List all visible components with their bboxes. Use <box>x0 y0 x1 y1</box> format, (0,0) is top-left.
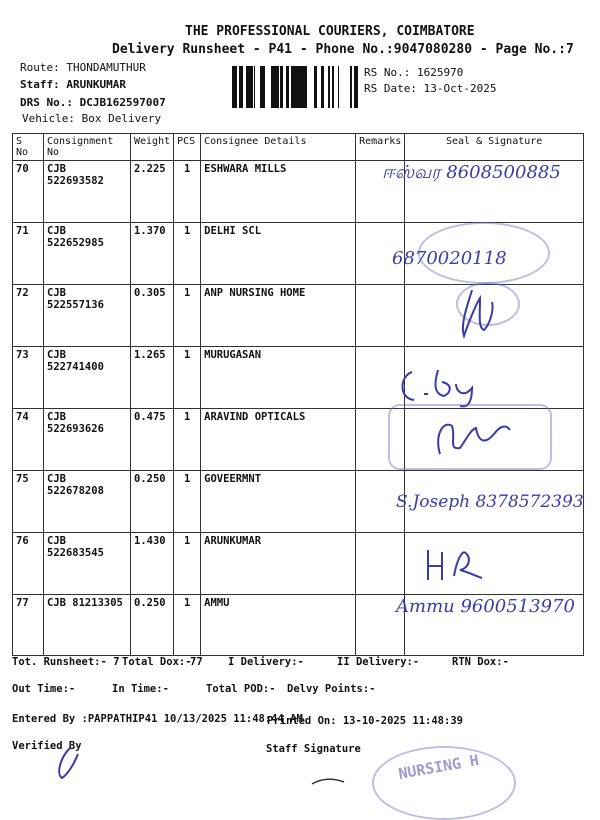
barcode-bar <box>350 66 352 108</box>
barcode-bar <box>260 66 262 108</box>
staff-signature-label: Staff Signature <box>266 743 361 755</box>
barcode-bar <box>251 66 253 108</box>
cell-weight: 1.430 <box>131 533 174 595</box>
cell-consignee: ANP NURSING HOME <box>201 285 356 347</box>
barcode-bar <box>248 66 251 108</box>
rs-no-value: 1625970 <box>416 66 464 79</box>
barcode-bar <box>236 66 237 108</box>
barcode-bar <box>291 66 293 108</box>
cell-sno: 76 <box>13 533 44 595</box>
cell-pcs: 1 <box>174 161 201 223</box>
cell-sno: 74 <box>13 409 44 471</box>
barcode-bar <box>321 66 324 108</box>
barcode-bar <box>303 66 305 108</box>
signature-row-70: ஈஸ்வர 8608500885 <box>382 162 561 183</box>
barcode-bar <box>305 66 307 108</box>
header-pcs: PCS <box>174 134 201 161</box>
rtn-dox-label: RTN Dox:- <box>452 656 509 668</box>
staff-line <box>20 78 126 91</box>
cell-pcs: 1 <box>174 223 201 285</box>
tot-runsheet: Tot. Runsheet:- 7 <box>12 656 120 668</box>
cell-weight: 2.225 <box>131 161 174 223</box>
cell-consignment: CJB 522652985 <box>44 223 131 285</box>
nursing-stamp-text: NURSING H <box>397 751 481 783</box>
barcode-bar <box>355 66 358 108</box>
cell-consignee: ARAVIND OPTICALS <box>201 409 356 471</box>
cell-weight: 0.250 <box>131 595 174 656</box>
verifier-signature <box>54 744 84 784</box>
vehicle-label: Vehicle: <box>22 112 75 125</box>
barcode-bar <box>300 66 303 108</box>
barcode-bar <box>332 66 333 108</box>
cell-consignment: CJB 522683545 <box>44 533 131 595</box>
verified-by-label: Verified By <box>12 740 82 752</box>
barcode-bar <box>239 66 242 108</box>
total-dox-label: Total Dox:- <box>122 656 192 668</box>
signature-row-71: 6870020118 <box>392 248 507 269</box>
rs-date-label: RS Date: <box>364 82 417 95</box>
header-consignment: Consignment No <box>44 134 131 161</box>
cell-pcs: 1 <box>174 471 201 533</box>
drs-value: DCJB162597007 <box>79 96 166 109</box>
entered-by: Entered By :PAPPATHIP41 10/13/2025 11:48:44 AM <box>12 713 303 725</box>
cell-consignee: AMMU <box>201 595 356 656</box>
total-dox-value: 77 <box>190 656 203 668</box>
cell-sno: 70 <box>13 161 44 223</box>
signature-row-72 <box>450 284 510 342</box>
cell-consignment: CJB 81213305 <box>44 595 131 656</box>
company-title: THE PROFESSIONAL COURIERS, COIMBATORE <box>185 24 475 39</box>
barcode-bar <box>234 66 236 108</box>
cell-consignment: CJB 522741400 <box>44 347 131 409</box>
cell-consignment: CJB 522693626 <box>44 409 131 471</box>
barcode-bar <box>273 66 276 108</box>
cell-weight: 0.250 <box>131 471 174 533</box>
signature-row-77: Ammu 9600513970 <box>396 596 575 617</box>
cell-consignment: CJB 522693582 <box>44 161 131 223</box>
total-pod-label: Total POD:- <box>206 683 276 695</box>
cell-pcs: 1 <box>174 533 201 595</box>
drs-line <box>20 96 166 109</box>
barcode-bar <box>314 66 317 108</box>
cell-sno: 72 <box>13 285 44 347</box>
barcode-bar <box>286 66 289 108</box>
signature-row-76 <box>420 546 490 584</box>
header-consignee: Consignee Details <box>201 134 356 161</box>
cell-consignment: CJB 522678208 <box>44 471 131 533</box>
cell-pcs: 1 <box>174 347 201 409</box>
barcode-bar <box>254 66 255 108</box>
cell-weight: 0.305 <box>131 285 174 347</box>
cell-pcs: 1 <box>174 285 201 347</box>
barcode-bar <box>293 66 296 108</box>
runsheet-subtitle: Delivery Runsheet - P41 - Phone No.:9047080280 - Page No.:7 <box>112 42 574 57</box>
header-sno: S No <box>13 134 44 161</box>
cell-pcs: 1 <box>174 409 201 471</box>
delvy-points-label: Delvy Points:- <box>287 683 376 695</box>
barcode-bar <box>354 66 355 108</box>
cell-remarks <box>356 533 405 595</box>
cell-consignee: MURUGASAN <box>201 347 356 409</box>
in-time-label: In Time:- <box>112 683 169 695</box>
barcode-bar <box>276 66 279 108</box>
cell-weight: 0.475 <box>131 409 174 471</box>
drs-label: DRS No.: <box>20 96 73 109</box>
rs-date-value: 13-Oct-2025 <box>423 82 497 95</box>
cell-sno: 71 <box>13 223 44 285</box>
staff-signature-mark <box>308 774 348 786</box>
route-label: Route: <box>20 61 60 74</box>
barcode-bar <box>338 66 339 108</box>
vehicle-value: Box Delivery <box>81 112 162 125</box>
barcode-bar <box>296 66 299 108</box>
cell-consignee: ESHWARA MILLS <box>201 161 356 223</box>
out-time-label: Out Time:- <box>12 683 76 695</box>
header-seal: Seal & Signature <box>405 134 584 161</box>
cell-consignee: ARUNKUMAR <box>201 533 356 595</box>
barcode-bar <box>328 66 330 108</box>
barcode-bar <box>271 66 273 108</box>
barcode-bar <box>299 66 300 108</box>
table-header-row <box>13 134 584 161</box>
cell-consignee: DELHI SCL <box>201 223 356 285</box>
signature-row-74 <box>430 414 520 464</box>
cell-sno: 77 <box>13 595 44 656</box>
cell-sno: 73 <box>13 347 44 409</box>
route-value: THONDAMUTHUR <box>66 61 146 74</box>
cell-consignee: GOVEERMNT <box>201 471 356 533</box>
vehicle-line <box>22 112 161 125</box>
header-weight: Weight <box>131 134 174 161</box>
barcode-bar <box>262 66 263 108</box>
barcode-bar <box>333 66 334 108</box>
barcode-bar <box>242 66 243 108</box>
barcode-bar <box>280 66 283 108</box>
staff-value: ARUNKUMAR <box>66 78 126 91</box>
cell-consignment: CJB 522557136 <box>44 285 131 347</box>
printed-on: Printed On: 13-10-2025 11:48:39 <box>267 715 463 727</box>
staff-label: Staff: <box>20 78 60 91</box>
barcode-bar <box>263 66 265 108</box>
cell-remarks <box>356 285 405 347</box>
cell-weight: 1.370 <box>131 223 174 285</box>
barcode-bar <box>232 66 234 108</box>
barcode-image <box>232 66 358 108</box>
ii-delivery-label: II Delivery:- <box>337 656 420 668</box>
signature-row-73 <box>394 362 504 410</box>
i-delivery-label: I Delivery:- <box>228 656 304 668</box>
header-remarks: Remarks <box>356 134 405 161</box>
rs-no-label: RS No.: <box>364 66 411 79</box>
cell-pcs: 1 <box>174 595 201 656</box>
table-row <box>13 533 584 595</box>
cell-sno: 75 <box>13 471 44 533</box>
route-line <box>20 61 146 74</box>
barcode-bar <box>246 66 248 108</box>
signature-row-75: S.Joseph 8378572393 <box>396 492 584 512</box>
rs-date-line <box>364 82 496 95</box>
rs-no-line <box>364 66 463 79</box>
cell-weight: 1.265 <box>131 347 174 409</box>
